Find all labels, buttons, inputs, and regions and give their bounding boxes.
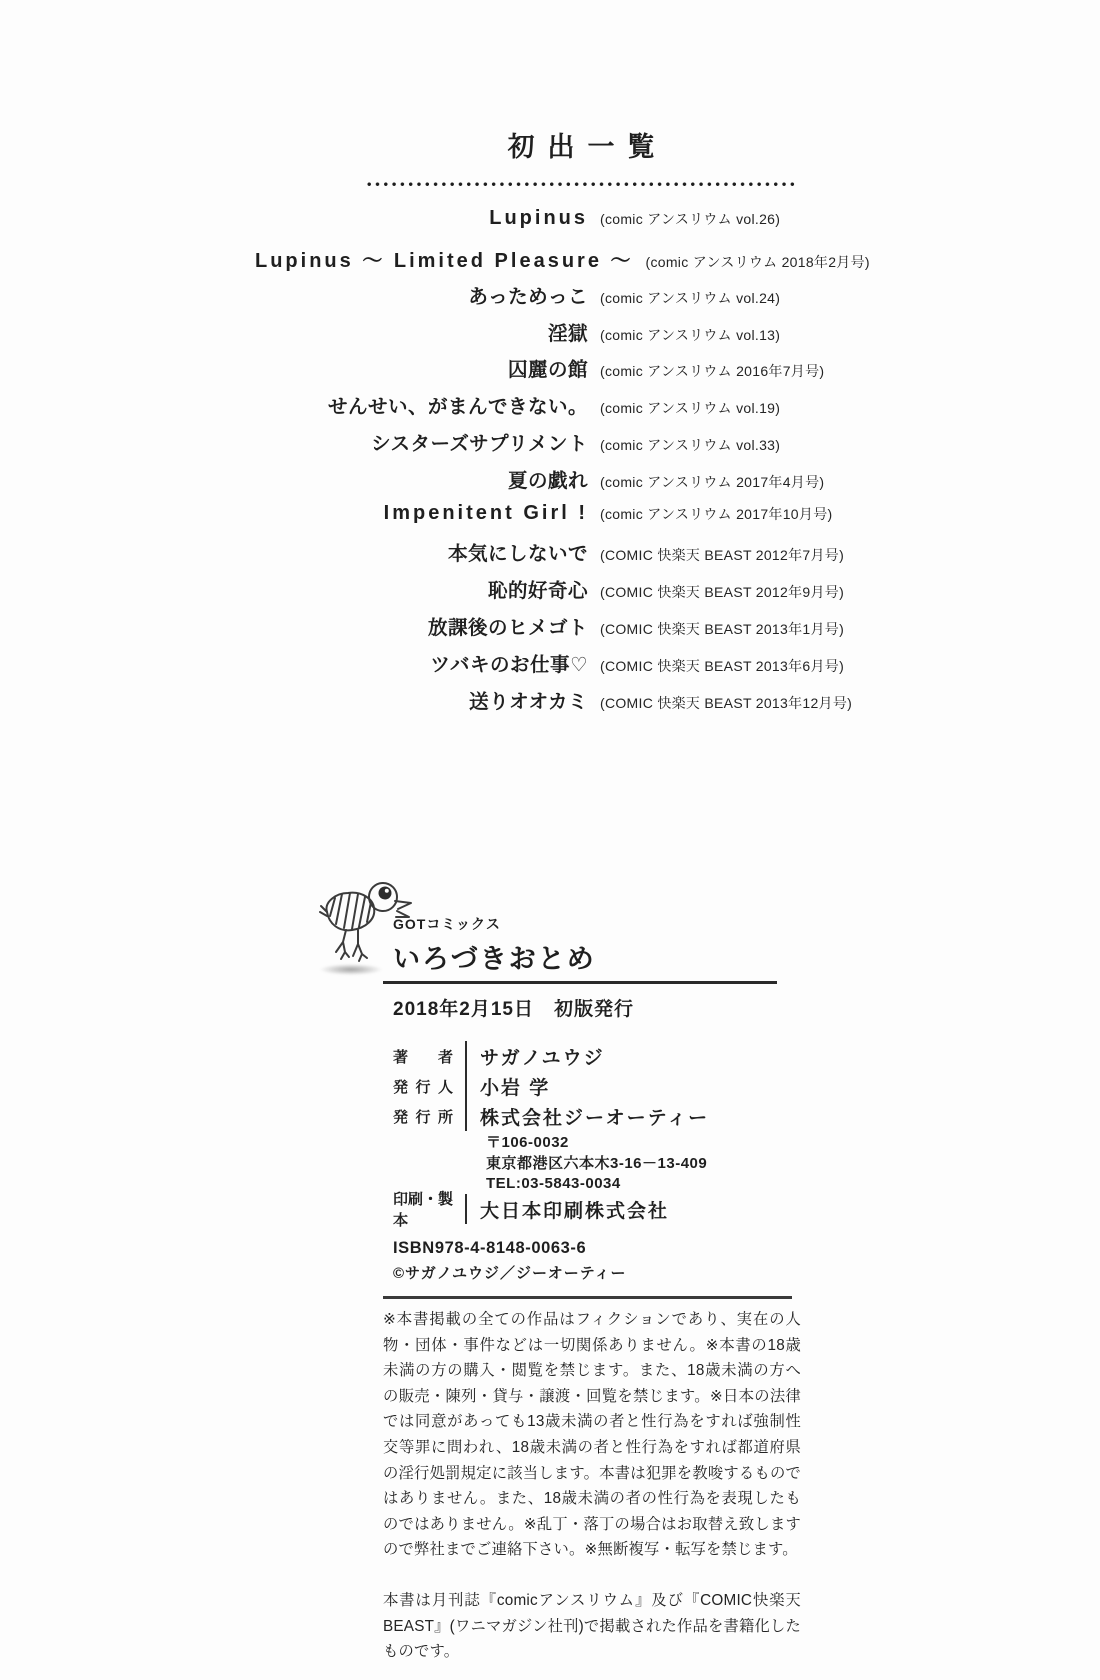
entry-title: 淫獄 [547, 322, 588, 345]
entry-title: 恥的好奇心 [487, 580, 588, 603]
list-title: 初出一覧 [507, 132, 668, 163]
colophon-main [383, 870, 872, 1665]
credit-row [393, 1173, 872, 1194]
credit-value: 株式会社ジーオーティー [465, 1101, 709, 1131]
credit-value: 大日本印刷株式会社 [465, 1194, 669, 1224]
entry-source: (comic アンスリウム 2016年7月号) [600, 363, 825, 380]
entry-title: あっためっこ [468, 285, 588, 308]
book-title: いろづきおとめ [393, 944, 596, 974]
imprint-label: GOTコミックス [393, 916, 501, 932]
entry-source: (COMIC 快楽天 BEAST 2012年7月号) [600, 547, 845, 564]
credit-row [393, 1152, 872, 1173]
entry-source: (comic アンスリウム vol.13) [600, 326, 781, 343]
entry-title: 夏の戯れ [507, 469, 588, 492]
publication-entry [255, 318, 875, 343]
entry-title: 囚麗の館 [507, 359, 588, 382]
entry-title: 放課後のヒメゴト [427, 616, 588, 639]
disclaimer-text: ※本書掲載の全ての作品はフィクションであり、実在の人物・団体・事件などは一切関係ありません。※本書の18歳未満の方の購入・閲覧を禁じます。また、18歳未満の方への販売・陳列・貸与・譲渡・回覧を禁じます。※日本の法律では同意があっても13歳未満の者と性行為をすれば強制性交等罪に問われ、18歳未満の者と性行為をすれば都道府県の淫行処罰規定に該当します。本書は犯罪を教唆するものではありません。また、18歳未満の者の性行為を表現したものではありません。※乱丁・落丁の場合はお取替え致しますので弊社までご連絡下さい。※無断複写・転写を禁じます。 [383, 1311, 801, 1559]
credit-label: 発行所 [393, 1108, 453, 1126]
entry-source: (comic アンスリウム vol.33) [600, 436, 781, 453]
entry-source: (comic アンスリウム vol.26) [600, 211, 781, 228]
entry-title: ツバキのお仕事♡ [430, 653, 588, 676]
publication-entry [255, 538, 875, 566]
entry-source: (COMIC 快楽天 BEAST 2012年9月号) [600, 584, 845, 601]
first-publication-list [255, 112, 875, 722]
publication-entry [255, 465, 875, 490]
credit-value: 〒106-0032 [486, 1134, 569, 1151]
entry-source: (comic アンスリウム vol.19) [600, 400, 781, 417]
credit-value: TEL:03-5843-0034 [486, 1175, 621, 1192]
credit-label: 印刷・製本 [393, 1191, 454, 1229]
entry-title: シスターズサプリメント [371, 432, 588, 455]
source-note: 本書は月刊誌『comicアンスリウム』及び『COMIC快楽天BEAST』(ワニマガジン社刊)で掲載された作品を書籍化したものです。 [383, 1591, 801, 1661]
dotted-divider [367, 182, 795, 187]
copyright-line: ©サガノユウジ／ジーオーティー [393, 1265, 627, 1282]
entry-title: Lupinus [489, 207, 588, 230]
credit-label: 発行人 [393, 1078, 453, 1096]
credit-row [393, 1191, 872, 1229]
title-divider [383, 981, 777, 984]
entry-source: (comic アンスリウム 2018年2月号) [645, 253, 870, 270]
entry-source: (COMIC 快楽天 BEAST 2013年12月号) [600, 694, 853, 711]
publication-entry [255, 244, 875, 272]
entry-source: (COMIC 快楽天 BEAST 2013年1月号) [600, 620, 845, 637]
credit-value: 東京都港区六本木3-16－13-409 [486, 1155, 708, 1172]
publication-entry [255, 575, 875, 603]
publication-entry [255, 281, 875, 306]
isbn: ISBN978-4-8148-0063-6 [393, 1239, 587, 1257]
entry-title: 本気にしないで [447, 543, 588, 566]
bird-sketch-icon [312, 872, 417, 967]
publication-entry [255, 354, 875, 382]
entry-title: 送りオオカミ [469, 690, 588, 713]
publication-entry [255, 207, 875, 232]
publication-entry [255, 686, 875, 711]
credit-value: サガノユウジ [465, 1041, 605, 1071]
entry-source: (COMIC 快楽天 BEAST 2013年6月号) [600, 657, 845, 674]
notice-divider [383, 1296, 792, 1299]
credit-row [393, 1131, 872, 1152]
entry-source: (comic アンスリウム 2017年4月号) [600, 473, 825, 490]
logo-shadow [320, 964, 382, 975]
entry-source: (comic アンスリウム vol.24) [600, 289, 781, 306]
publication-entry [255, 649, 875, 674]
publication-entry [255, 612, 875, 637]
credit-row [393, 1041, 872, 1071]
colophon [312, 870, 872, 1680]
entry-title: Lupinus ～ Limited Pleasure ～ [255, 249, 634, 272]
credit-label: 著者 [393, 1048, 453, 1066]
edition-date: 2018年2月15日 初版発行 [393, 999, 634, 1020]
credit-row [393, 1101, 872, 1131]
credit-row [393, 1071, 872, 1101]
publication-entry [255, 502, 875, 527]
entry-title: Impenitent Girl ! [383, 501, 588, 524]
publication-entry [255, 391, 875, 419]
publication-entries [255, 207, 875, 713]
credits-table [393, 1041, 872, 1229]
entry-source: (comic アンスリウム 2017年10月号) [600, 505, 833, 522]
entry-title: せんせい、がまんできない。 [327, 396, 588, 419]
credit-value: 小岩 学 [465, 1071, 550, 1101]
publication-entry [255, 428, 875, 453]
